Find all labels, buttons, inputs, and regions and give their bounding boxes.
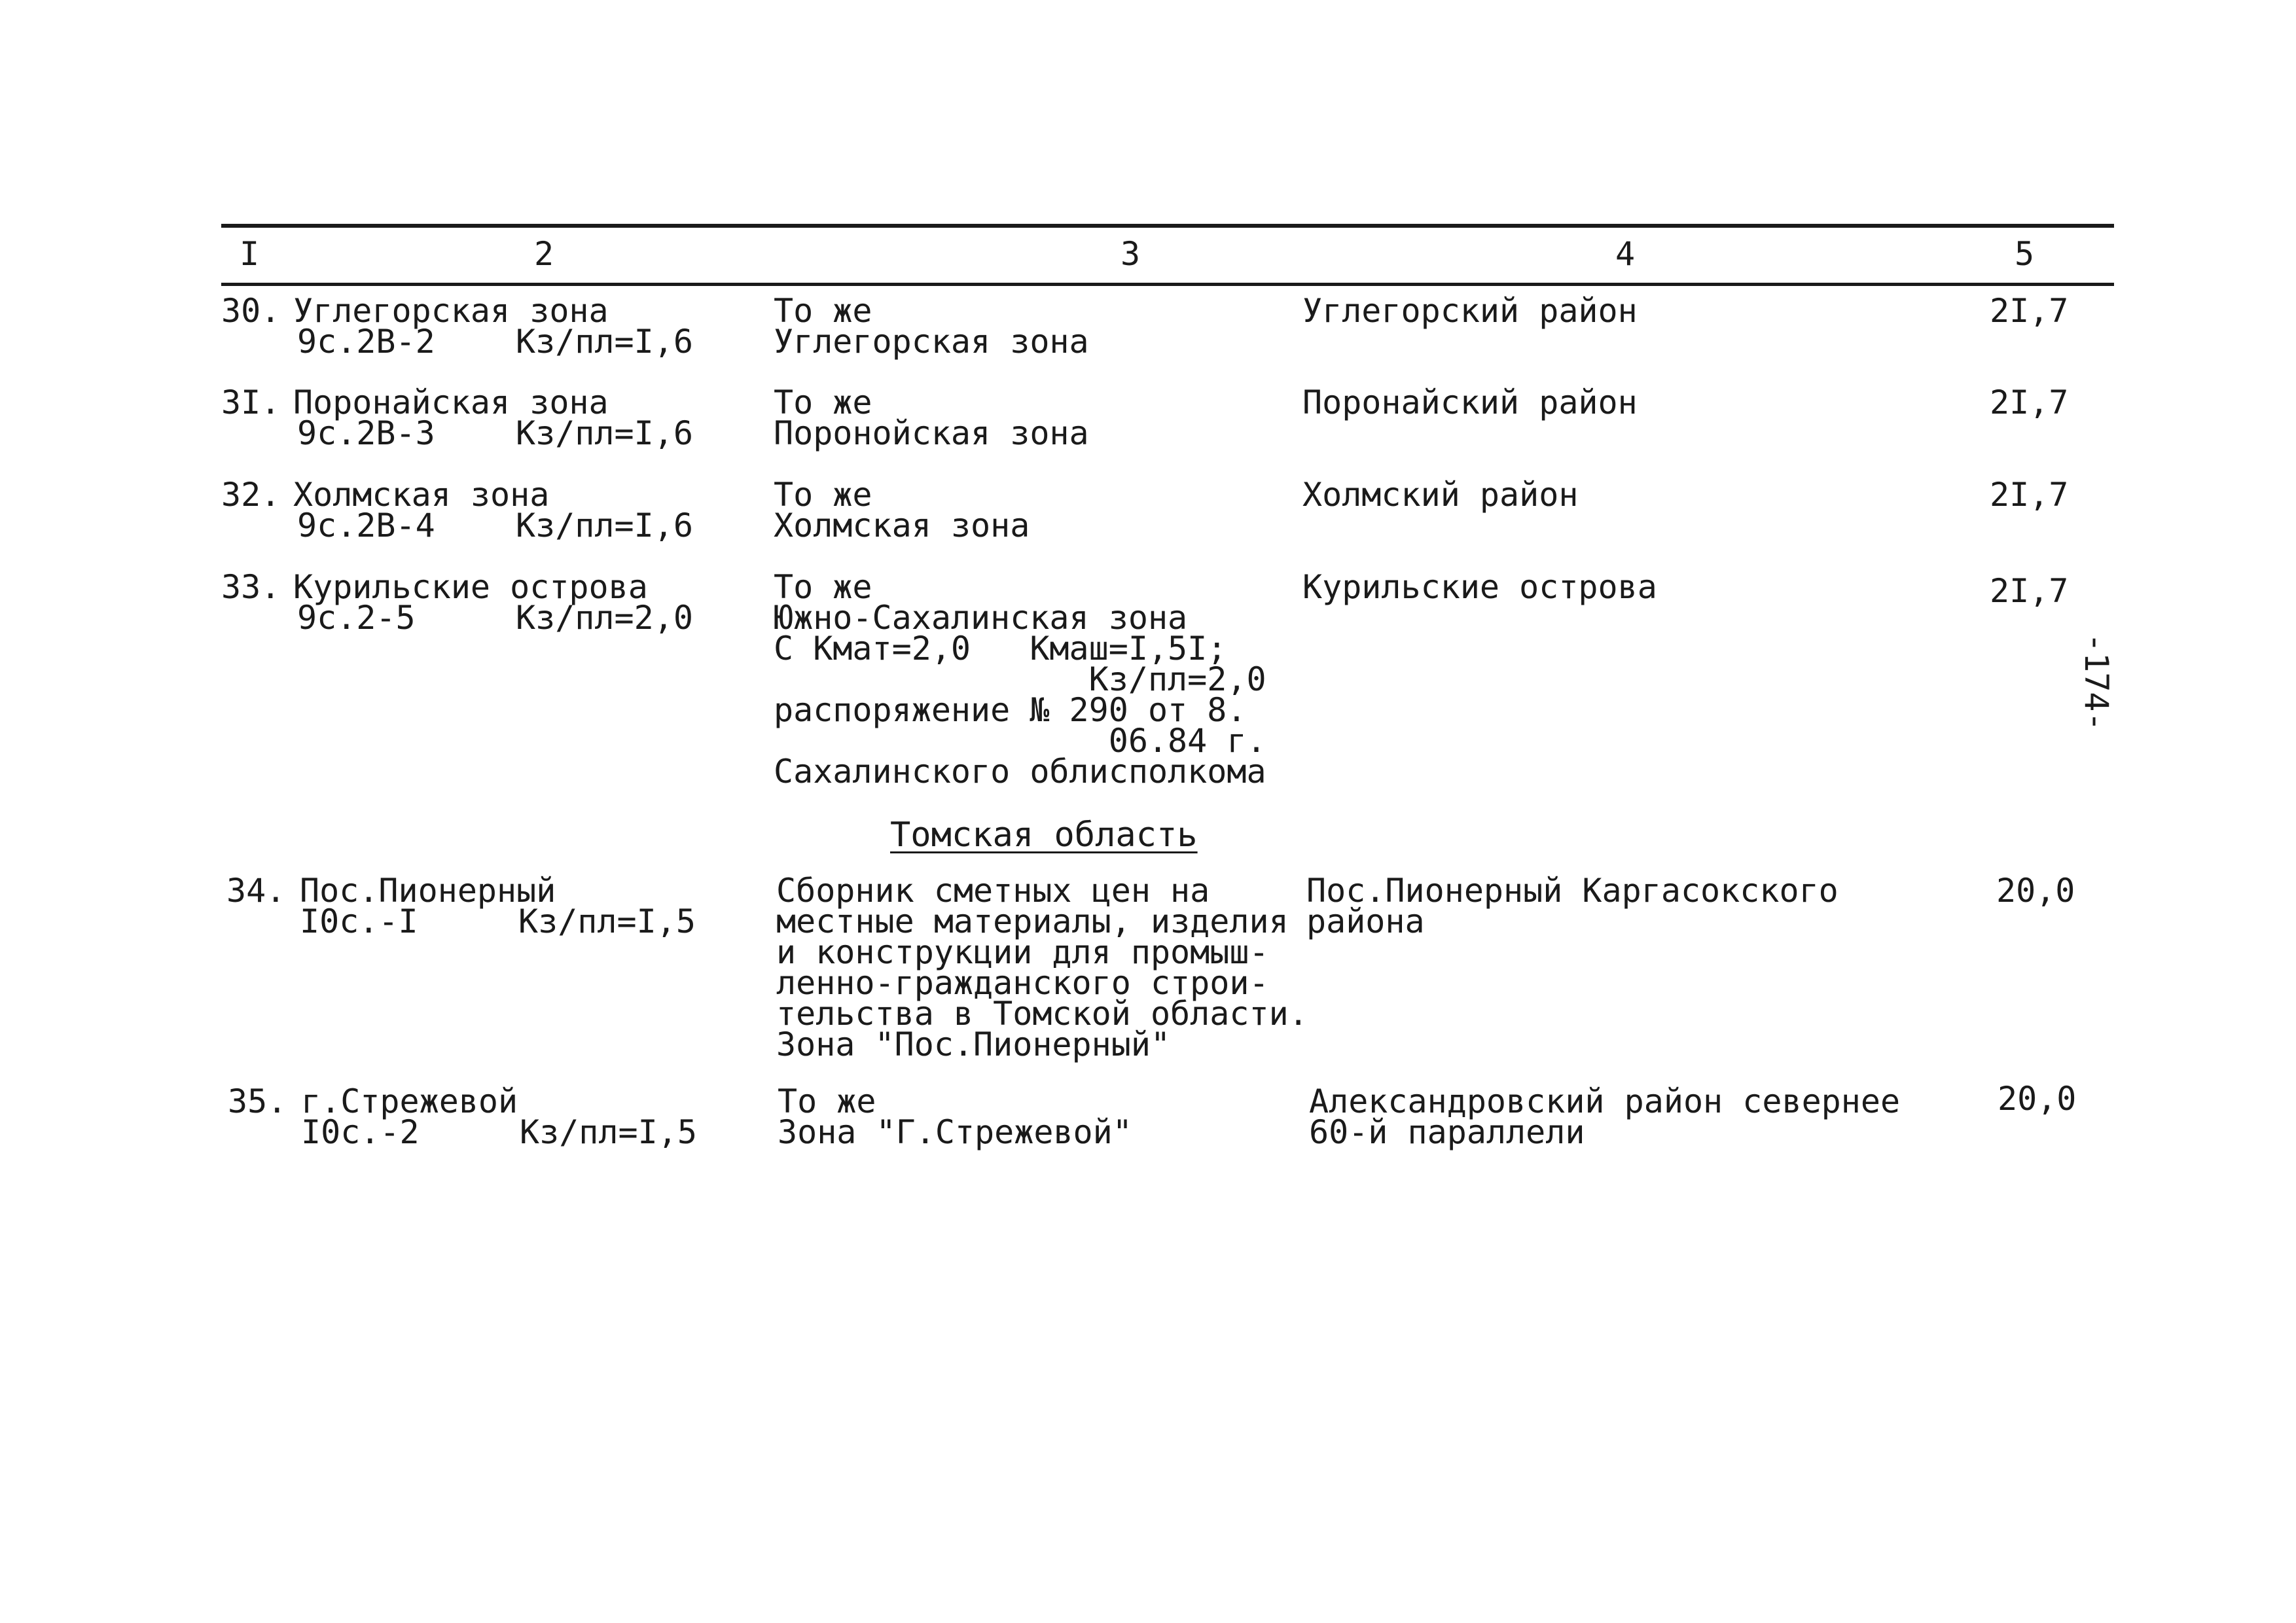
row-source-line: Сахалинского облисполкома [774, 753, 1266, 791]
row-coef: Кз/пл=I,6 [516, 507, 693, 544]
row-source-line: 06.84 г. [774, 722, 1266, 760]
row-source-line: Сборник сметных цен на [776, 872, 1210, 910]
row-source-line: Поронойская зона [774, 414, 1089, 452]
row-area: Александровский район севернее [1309, 1082, 1901, 1120]
row-source-line: Углегорская зона [774, 323, 1089, 361]
row-name: Поронайская зона [293, 383, 609, 421]
row-name: Холмская зона [293, 476, 550, 514]
row-number: 33. [221, 568, 281, 606]
row-source-line: Кз/пл=2,0 [774, 660, 1266, 698]
row-coef: Кз/пл=I,5 [520, 1113, 697, 1151]
header-bottom-rule [221, 283, 2114, 286]
row-area: Холмский район [1302, 476, 1579, 514]
row-code: I0с.-I [300, 902, 418, 940]
row-name: Углегорская зона [293, 292, 609, 330]
row-value: 2I,7 [1990, 572, 2069, 610]
row-coef: Кз/пл=I,5 [518, 902, 696, 940]
row-coef: Кз/пл=2,0 [516, 599, 693, 637]
row-source-line: Южно-Сахалинская зона [774, 599, 1188, 637]
row-number: 34. [226, 872, 286, 910]
row-value: 20,0 [1996, 872, 2075, 910]
row-value: 20,0 [1998, 1080, 2077, 1118]
row-source-line: Зона "Пос.Пионерный" [776, 1026, 1171, 1063]
row-area: Курильские острова [1302, 568, 1657, 606]
row-value: 2I,7 [1990, 383, 2069, 421]
row-number: 32. [221, 476, 281, 514]
header-col-2: 2 [534, 235, 554, 273]
row-source-line: То же [774, 568, 872, 606]
header-col-4: 4 [1615, 235, 1636, 273]
row-source-line: Зона "Г.Стрежевой" [778, 1113, 1132, 1151]
row-source-line: То же [774, 383, 872, 421]
row-code: I0с.-2 [301, 1113, 420, 1151]
row-source-line: тельства в Томской области. [776, 995, 1308, 1033]
row-source-line: ленно-гражданского строи- [776, 964, 1269, 1002]
table-top-rule [221, 224, 2114, 228]
header-col-5: 5 [2015, 235, 2035, 273]
row-area: Пос.Пионерный Каргасокского [1306, 872, 1839, 910]
row-area: 60-й параллели [1309, 1113, 1585, 1151]
row-source-line: То же [778, 1082, 876, 1120]
row-code: 9с.2-5 [297, 599, 416, 637]
row-area: Углегорский район [1302, 292, 1638, 330]
row-name: г.Стрежевой [301, 1082, 518, 1120]
row-source-line: То же [774, 292, 872, 330]
header-col-3: 3 [1121, 235, 1141, 273]
row-code: 9с.2В-4 [297, 507, 435, 544]
row-number: 30. [221, 292, 281, 330]
row-source-line: местные материалы, изделия [776, 902, 1289, 940]
page-number: -174- [2077, 633, 2115, 732]
row-source-line: распоряжение № 290 от 8. [774, 691, 1247, 729]
row-source-line: С Кмат=2,0 Кмаш=I,5I; [774, 630, 1227, 668]
row-source-line: Холмская зона [774, 507, 1030, 544]
header-col-1: I [240, 235, 260, 273]
section-title: Томская область [890, 815, 1198, 855]
row-number: 35. [228, 1082, 287, 1120]
row-name: Пос.Пионерный [300, 872, 556, 910]
row-area: Поронайский район [1302, 383, 1638, 421]
row-coef: Кз/пл=I,6 [516, 414, 693, 452]
row-value: 2I,7 [1990, 476, 2069, 514]
row-source-line: и конструкции для промыш- [776, 933, 1269, 971]
row-number: 3I. [221, 383, 281, 421]
row-value: 2I,7 [1990, 292, 2069, 330]
row-code: 9с.2В-2 [297, 323, 435, 361]
row-code: 9с.2В-3 [297, 414, 435, 452]
row-area: района [1306, 902, 1425, 940]
row-name: Курильские острова [293, 568, 648, 606]
row-source-line: То же [774, 476, 872, 514]
row-coef: Кз/пл=I,6 [516, 323, 693, 361]
